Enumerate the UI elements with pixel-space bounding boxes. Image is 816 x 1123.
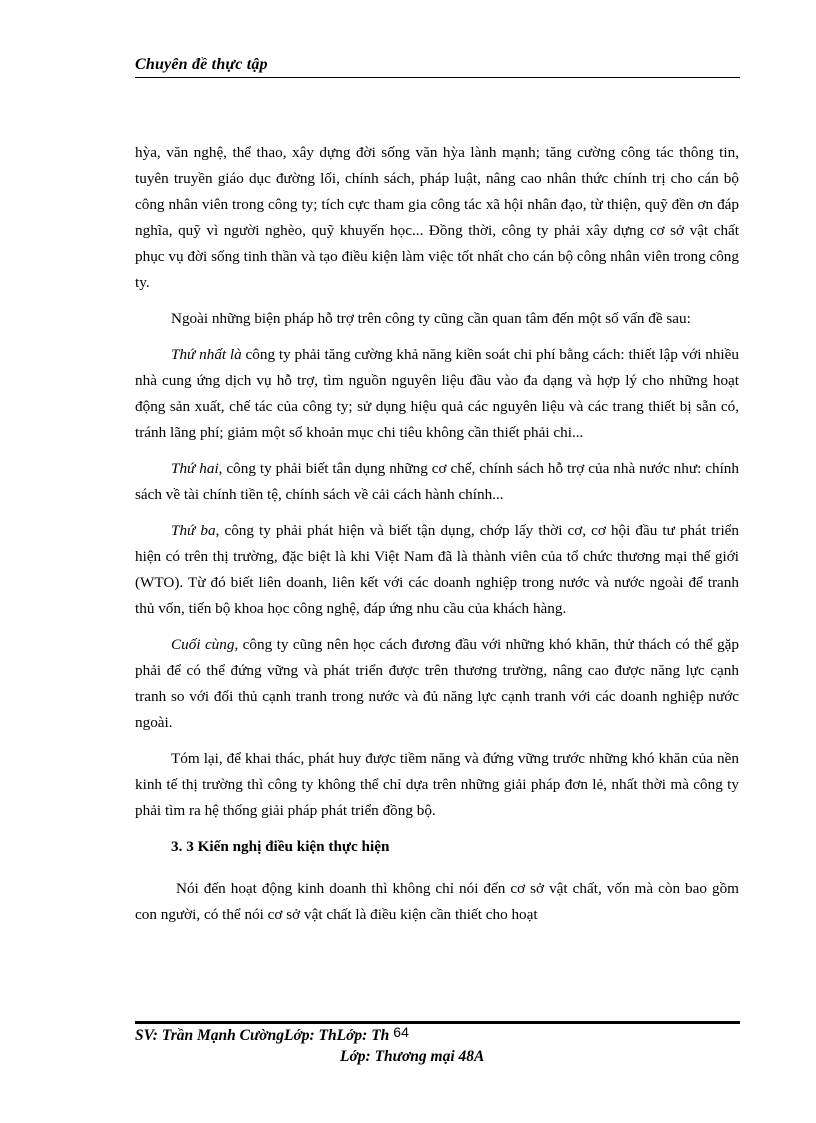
paragraph-7	[135, 746, 739, 824]
paragraph-text: , công ty cũng nên học cách đương đầu với những khó khăn, thử thách có thể gặp phải để có thể đứng vững và phát triển được trên thương trường, nâng cao được năng lực cạnh tranh so với đối thủ cạnh tranh trong nước và đủ năng lực cạnh tranh với các doanh nghiệp nước ngoài.	[135, 636, 739, 731]
paragraph-5	[135, 518, 739, 622]
footer-student-text: SV: Trần Mạnh CườngLớp: ThLớp: Th	[135, 1027, 390, 1044]
paragraph-lead: Thứ ba	[171, 522, 216, 539]
paragraph-2	[135, 306, 739, 332]
paragraph-lead: Thứ nhất là	[171, 346, 242, 363]
paragraph-4	[135, 456, 739, 508]
section-paragraph	[135, 876, 739, 928]
paragraph-3	[135, 342, 739, 446]
paragraph-text: Ngoài những biện pháp hỗ trợ trên công ty cũng cần quan tâm đến một số vấn đề sau:	[171, 310, 691, 327]
paragraph-text: Nói đến hoạt động kinh doanh thì không chỉ nói đến cơ sở vật chất, vốn mà còn bao gồm con người, có thể nói cơ sở vật chất là điều kiện cần thiết cho hoạt	[135, 880, 739, 923]
paragraph-text: , công ty phải phát hiện và biết tận dụng, chớp lấy thời cơ, cơ hội đầu tư phát triển hiện có trên thị trường, đặc biệt là khi Việt Nam đã là thành viên của tổ chức thương mại thế giới (WTO). Từ đó biết liên doanh, liên kết với các doanh nghiệp trong nước và nước ngoài để tranh thủ vốn, tiến bộ khoa học công nghệ, đáp ứng nhu cầu của khách hàng.	[135, 522, 739, 617]
footer-divider	[135, 1021, 740, 1024]
paragraph-text: hỳa, văn nghệ, thể thao, xây dựng đời sống văn hỳa lành mạnh; tăng cường công tác thông tin, tuyên truyền giáo dục đường lối, chính sách, pháp luật, nâng cao nhân thức chính trị cho cán bộ công nhân viên trong công ty; tích cực tham gia công tác xã hội nhân đạo, từ thiện, quỹ đền ơn đáp nghĩa, quỹ vì người nghèo, quỹ khuyến học... Đồng thời, công ty phải xây dựng cơ sở vật chất phục vụ đời sống tinh thần và tạo điều kiện làm việc tốt nhất cho cán bộ công nhân viên trong công ty.	[135, 144, 739, 291]
header-title: Chuyên đề thực tập	[135, 56, 268, 73]
paragraph-text: , công ty phải biết tân dụng những cơ chế, chính sách hỗ trợ của nhà nước như: chính sách về tài chính tiền tệ, chính sách về cải cách hành chính...	[135, 460, 739, 503]
footer-student-line	[135, 1024, 409, 1045]
paragraph-lead: Thứ hai	[171, 460, 219, 477]
header-divider	[135, 77, 740, 78]
page-number: 64	[393, 1024, 409, 1040]
paragraph-text: công ty phải tăng cường khả năng kiền soát chi phí bằng cách: thiết lập với nhiều nhà cung ứng dịch vụ hỗ trợ, tìm nguồn nguyên liệu đầu vào đa dạng và hợp lý cho những hoạt động sản xuất, chế tác của công ty; sử dụng hiệu quả các nguyên liệu và các trang thiết bị sẵn có, tránh lãng phí; giảm một số khoản mục chi tiêu không cần thiết phải chi...	[135, 346, 739, 441]
paragraph-lead: Cuối cùng	[171, 636, 235, 653]
document-body	[135, 140, 739, 938]
paragraph-text: Tóm lại, để khai thác, phát huy được tiềm năng và đứng vững trước những khó khăn của nền kinh tế thị trường thì công ty không thể chỉ dựa trên những giải pháp đơn lẻ, nhất thời mà công ty phải tìm ra hệ thống giải pháp phát triển đồng bộ.	[135, 750, 739, 819]
paragraph-6	[135, 632, 739, 736]
section-heading: 3. 3 Kiến nghị điều kiện thực hiện	[171, 838, 390, 855]
footer-class-line: Lớp: Thương mại 48A	[340, 1048, 485, 1065]
paragraph-1	[135, 140, 739, 296]
